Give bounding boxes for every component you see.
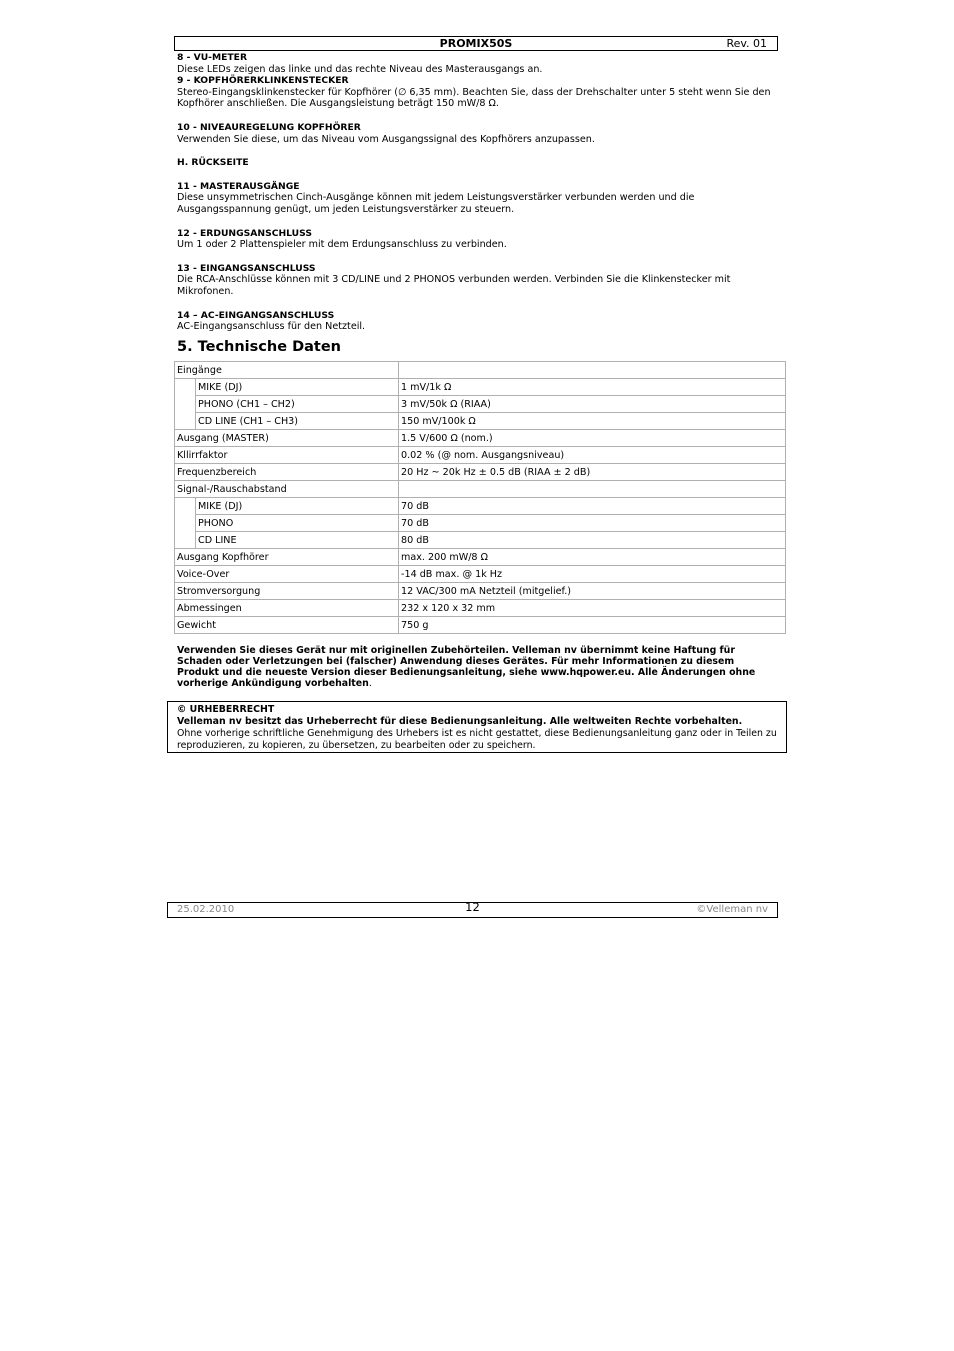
spec-value: 1.5 V/600 Ω (nom.)	[399, 430, 786, 447]
spec-value: 20 Hz ~ 20k Hz ± 0.5 dB (RIAA ± 2 dB)	[399, 464, 786, 481]
section-14-title: 14 – AC-EINGANGSANSCHLUSS	[177, 309, 335, 321]
section-14-text: AC-Eingangsanschluss für den Netzteil.	[177, 321, 366, 333]
spec-value	[399, 481, 786, 498]
spec-value: 232 x 120 x 32 mm	[399, 600, 786, 617]
header-revision: Rev. 01	[726, 37, 767, 50]
spec-value: 70 dB	[399, 498, 786, 515]
copyright-bold-line: Velleman nv besitzt das Urheberrecht für diese Bedienungsanleitung. Alle weltweiten Rechte vorbehalten.	[177, 716, 743, 727]
table-row	[175, 600, 786, 617]
spec-label: CD LINE (CH1 – CH3)	[196, 413, 399, 430]
table-row	[175, 430, 786, 447]
table-row	[175, 549, 786, 566]
spec-label: PHONO (CH1 – CH2)	[196, 396, 399, 413]
spec-label: Voice-Over	[175, 566, 399, 583]
spec-label: Signal-/Rauschabstand	[175, 481, 399, 498]
section-10-title: 10 - NIVEAUREGELUNG KOPFHÖRER	[177, 121, 361, 133]
table-row	[175, 498, 786, 515]
spec-value: 80 dB	[399, 532, 786, 549]
copyright-title: © URHEBERRECHT	[177, 704, 275, 715]
table-row	[175, 583, 786, 600]
spec-value: max. 200 mW/8 Ω	[399, 549, 786, 566]
footer-date: 25.02.2010	[177, 904, 235, 915]
table-row	[175, 447, 786, 464]
section-13-text: Die RCA-Anschlüsse können mit 3 CD/LINE und 2 PHONOS verbunden werden. Verbinden Sie die Klinkenstecker mit Mikrofonen.	[177, 274, 731, 297]
spec-value: 3 mV/50k Ω (RIAA)	[399, 396, 786, 413]
spec-value: 1 mV/1k Ω	[399, 379, 786, 396]
page-header	[174, 36, 778, 51]
spec-label: MIKE (DJ)	[196, 379, 399, 396]
page-footer	[167, 902, 778, 918]
spec-label: Ausgang Kopfhörer	[175, 549, 399, 566]
copyright-box	[167, 701, 787, 753]
spec-label: Gewicht	[175, 617, 399, 634]
footer-copyright: ©Velleman nv	[696, 904, 768, 915]
section-9-title: 9 - KOPFHÖRERKLINKENSTECKER	[177, 75, 349, 87]
section-h-title: H. RÜCKSEITE	[177, 157, 249, 169]
spec-value: -14 dB max. @ 1k Hz	[399, 566, 786, 583]
spec-label: Kllirrfaktor	[175, 447, 399, 464]
spec-label: Abmessingen	[175, 600, 399, 617]
content	[177, 52, 777, 362]
spec-value: 750 g	[399, 617, 786, 634]
spec-value: 0.02 % (@ nom. Ausgangsniveau)	[399, 447, 786, 464]
spec-value: 70 dB	[399, 515, 786, 532]
section-9-text: Stereo-Eingangsklinkenstecker für Kopfhörer (∅ 6,35 mm). Beachten Sie, dass der Drehschalter unter 5 steht wenn Sie den Kopfhörer anschließen. Die Ausgangsleistung beträgt 150 mW/8 Ω.	[177, 86, 771, 110]
spec-value: 150 mV/100k Ω	[399, 413, 786, 430]
copyright-text: Ohne vorherige schriftliche Genehmigung des Urhebers ist es nicht gestattet, diese Bedienungsanleitung ganz oder in Teilen zu reproduzieren, zu kopieren, zu übersetzen, zu bearbeiten oder zu speichern.	[177, 728, 777, 751]
spec-label: PHONO	[196, 515, 399, 532]
table-row	[175, 617, 786, 634]
page-number: 12	[465, 900, 480, 914]
notice-text: Verwenden Sie dieses Gerät nur mit originellen Zubehörteilen. Velleman nv übernimmt keine Haftung für Schaden oder Verletzungen bei (falscher) Anwendung dieses Gerätes. Für mehr Informationen zu diesem Produkt und die neueste Version dieser Bedienungsanleitung, siehe www.hqpower.eu. Alle Änderungen ohne vorherige Ankündigung vorbehalten	[177, 645, 756, 689]
spec-label: Eingänge	[175, 362, 399, 379]
tech-specs-table	[174, 361, 786, 634]
table-row	[175, 481, 786, 498]
spec-label: Frequenzbereich	[175, 464, 399, 481]
table-row	[175, 413, 786, 430]
section-13-title: 13 - EINGANGSANSCHLUSS	[177, 262, 316, 274]
table-row	[175, 379, 786, 396]
tech-heading: 5. Technische Daten	[177, 338, 341, 355]
table-row	[175, 362, 786, 379]
spec-value: 12 VAC/300 mA Netzteil (mitgelief.)	[399, 583, 786, 600]
section-12-title: 12 - ERDUNGSANSCHLUSS	[177, 227, 312, 239]
table-row	[175, 515, 786, 532]
section-12-text: Um 1 oder 2 Plattenspieler mit dem Erdungsanschluss zu verbinden.	[177, 239, 507, 251]
spec-label: MIKE (DJ)	[196, 498, 399, 515]
table-row	[175, 532, 786, 549]
section-8-text: Diese LEDs zeigen das linke und das rechte Niveau des Masterausgangs an.	[177, 63, 543, 75]
spec-label: Ausgang (MASTER)	[175, 430, 399, 447]
table-row	[175, 566, 786, 583]
table-row	[175, 464, 786, 481]
section-8-title: 8 - VU-METER	[177, 52, 248, 63]
section-10-text: Verwenden Sie diese, um das Niveau vom Ausgangssignal des Kopfhörers anzupassen.	[177, 133, 595, 145]
section-11-title: 11 - MASTERAUSGÄNGE	[177, 180, 300, 192]
usage-notice	[177, 645, 777, 689]
table-row	[175, 396, 786, 413]
notice-suffix: .	[368, 678, 372, 689]
section-11-text: Diese unsymmetrischen Cinch-Ausgänge können mit jedem Leistungsverstärker verbunden werden und die Ausgangsspannung genügt, um jeden Leistungsverstärker zu steuern.	[177, 192, 695, 215]
spec-label: CD LINE	[196, 532, 399, 549]
spec-value	[399, 362, 786, 379]
header-title: PROMIX50S	[439, 37, 513, 50]
spec-label: Stromversorgung	[175, 583, 399, 600]
